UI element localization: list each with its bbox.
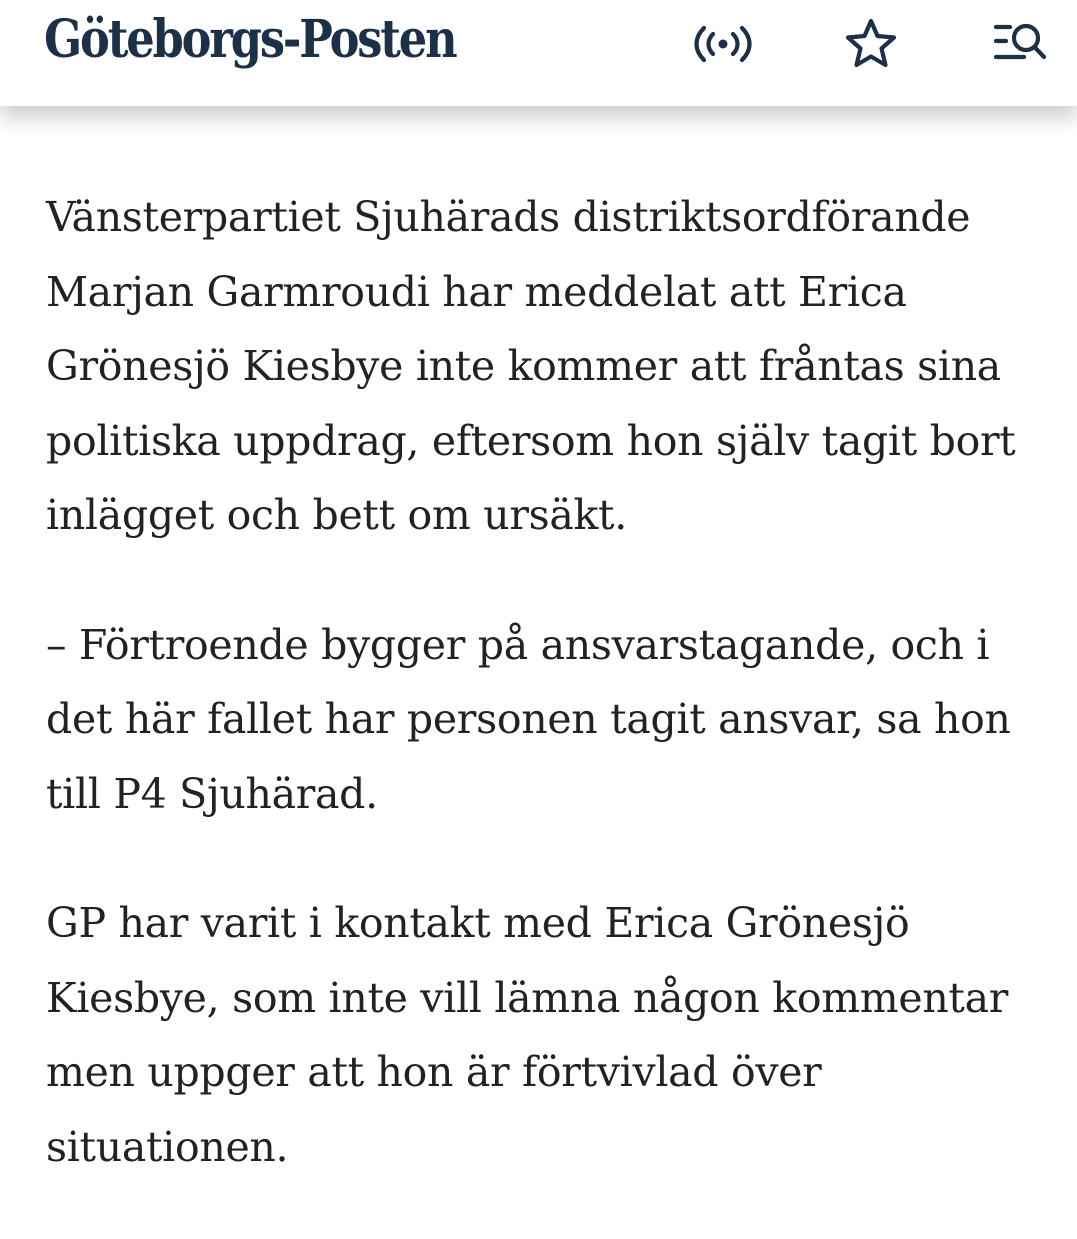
favorites-button[interactable] xyxy=(836,14,906,74)
menu-search-button[interactable] xyxy=(984,14,1054,74)
live-broadcast-icon xyxy=(690,22,756,66)
article-paragraph: – Förtroende bygger på ansvarstagande, och i det här fallet har personen tagit ansvar, sa hon till P4 Sjuhärad. xyxy=(46,620,1011,818)
site-logo[interactable]: Göteborgs-Posten xyxy=(44,9,456,70)
article-body xyxy=(46,180,1056,1239)
live-button[interactable] xyxy=(688,14,758,74)
article-paragraph: Vänsterpartiet Sjuhärads distriktsordförande Marjan Garmroudi har meddelat att Erica Grönesjö Kiesbye inte kommer att fråntas sina politiska uppdrag, eftersom hon själv tagit bort inlägget och bett om ursäkt. xyxy=(46,193,1016,539)
site-header xyxy=(0,0,1077,106)
article-paragraph: GP har varit i kontakt med Erica Grönesjö Kiesbye, som inte vill lämna någon kommentar men uppger att hon är förtvivlad över situationen. xyxy=(46,899,1009,1171)
menu-search-icon xyxy=(988,19,1050,69)
star-icon xyxy=(842,16,900,72)
